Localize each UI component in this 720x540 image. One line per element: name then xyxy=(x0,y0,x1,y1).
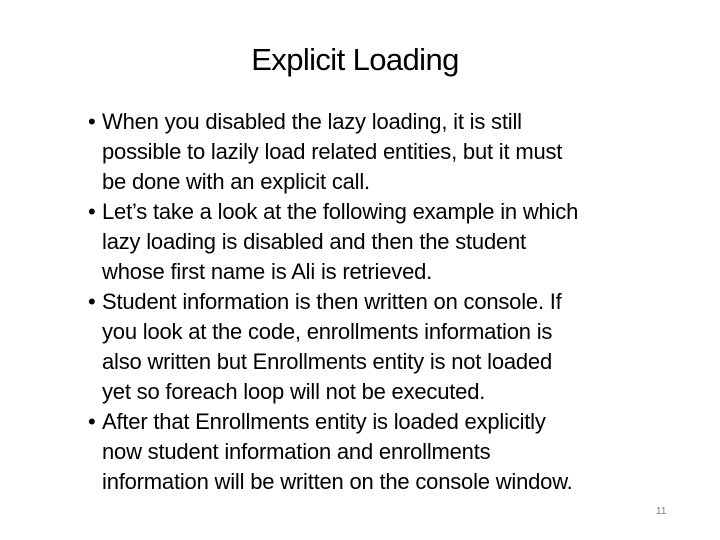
bullet-text-line: When you disabled the lazy loading, it is still xyxy=(102,109,522,134)
bullet-text-line: possible to lazily load related entities, but it must xyxy=(102,139,563,164)
bullet-text-line: also written but Enrollments entity is not loaded xyxy=(102,349,552,374)
bullet-text-line: now student information and enrollments xyxy=(102,439,491,464)
bullet-item xyxy=(88,287,698,407)
slide-title: Explicit Loading xyxy=(251,42,459,77)
bullet-text-line: After that Enrollments entity is loaded explicitly xyxy=(102,409,546,434)
bullet-text-line: lazy loading is disabled and then the student xyxy=(102,229,526,254)
page-number: 11 xyxy=(656,506,667,517)
bullet-text-line: information will be written on the console window. xyxy=(102,469,573,494)
bullet-text-line: whose first name is Ali is retrieved. xyxy=(102,259,433,284)
bullet-text-line: you look at the code, enrollments information is xyxy=(102,319,553,344)
bullet-item xyxy=(88,197,698,287)
bullet-item xyxy=(88,107,698,197)
bullet-text-line: Student information is then written on console. If xyxy=(102,289,562,314)
bullet-marker: • xyxy=(88,289,96,314)
bullet-list xyxy=(88,107,698,497)
bullet-text-line: yet so foreach loop will not be executed. xyxy=(102,379,486,404)
bullet-marker: • xyxy=(88,109,96,134)
bullet-text-line: be done with an explicit call. xyxy=(102,169,370,194)
bullet-item xyxy=(88,407,698,497)
bullet-text-line: Let’s take a look at the following example in which xyxy=(102,199,579,224)
bullet-marker: • xyxy=(88,409,96,434)
bullet-marker: • xyxy=(88,199,96,224)
